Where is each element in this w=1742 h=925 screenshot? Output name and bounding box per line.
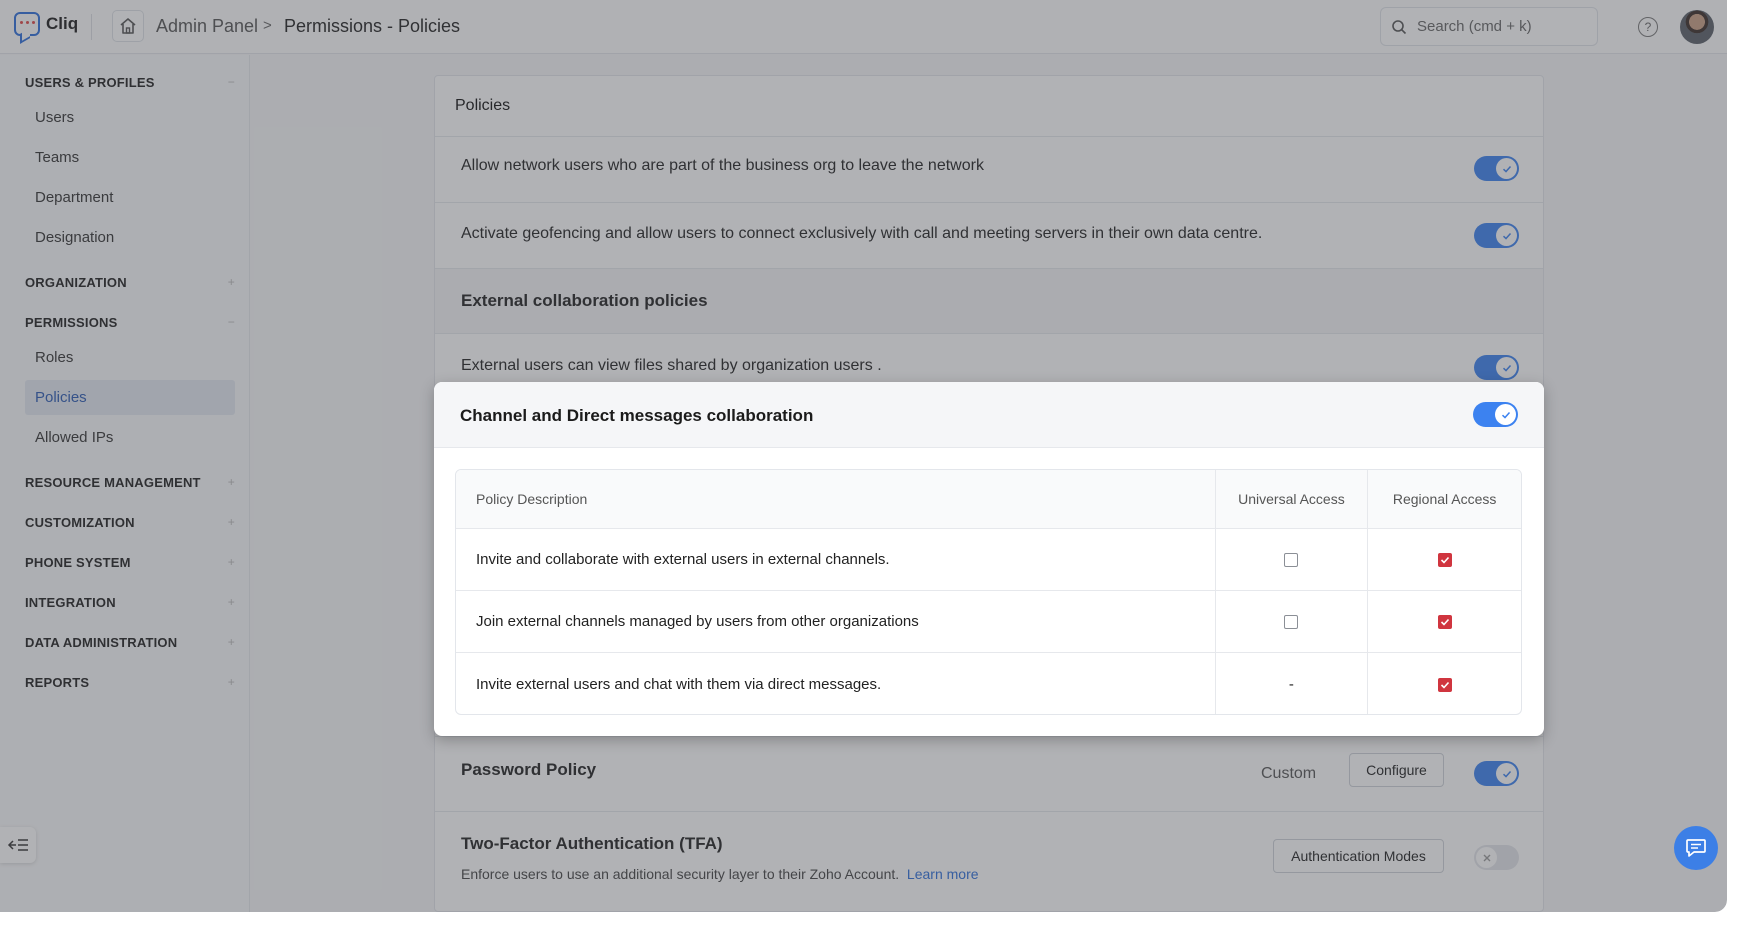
table-row xyxy=(456,528,1521,590)
universal-access-checkbox[interactable] xyxy=(1284,615,1298,629)
universal-access-checkbox[interactable] xyxy=(1284,553,1298,567)
sidebar-section-users-profiles[interactable]: USERS & PROFILES − xyxy=(25,75,235,90)
table-row xyxy=(456,590,1521,652)
tfa-label: Two-Factor Authentication (TFA) xyxy=(461,834,723,853)
expand-icon: + xyxy=(227,475,235,489)
table-header-row xyxy=(456,470,1521,528)
learn-more-link[interactable]: Learn more xyxy=(906,866,979,882)
expand-icon: + xyxy=(227,595,235,609)
modal-title: Channel and Direct messages collaboration xyxy=(460,406,814,425)
policy-table xyxy=(455,469,1522,715)
breadcrumb-admin-panel[interactable]: Admin Panel xyxy=(156,16,259,36)
sidebar-section-customization[interactable]: CUSTOMIZATION + xyxy=(25,515,235,530)
policy-label: Allow network users who are part of the business org to leave the network xyxy=(461,157,984,174)
regional-access-checkbox[interactable] xyxy=(1438,553,1452,567)
sidebar-item-users[interactable]: Users xyxy=(35,109,75,126)
breadcrumb-current: Permissions - Policies xyxy=(284,16,461,36)
sidebar-item-allowed-ips[interactable]: Allowed IPs xyxy=(35,429,114,446)
table-row xyxy=(456,652,1521,715)
sidebar-item-designation[interactable]: Designation xyxy=(35,229,115,246)
breadcrumb-separator: > xyxy=(263,17,272,34)
check-icon xyxy=(1440,617,1450,627)
toggle-channel-dm-collaboration[interactable] xyxy=(1473,402,1518,427)
sidebar-section-permissions[interactable]: PERMISSIONS − xyxy=(25,315,235,330)
password-policy-status: Custom xyxy=(1261,765,1317,782)
policy-label: Activate geofencing and allow users to connect exclusively with call and meeting servers in their own data centre. xyxy=(461,225,1263,242)
expand-icon: + xyxy=(227,555,235,569)
sidebar-section-organization[interactable]: ORGANIZATION + xyxy=(25,275,235,290)
column-header-universal: Universal Access xyxy=(1216,470,1369,528)
collaboration-modal xyxy=(434,382,1544,736)
sidebar-item-department[interactable]: Department xyxy=(35,189,114,206)
sidebar-section-integration[interactable]: INTEGRATION + xyxy=(25,595,235,610)
policy-description: Invite external users and chat with them via direct messages. xyxy=(456,653,1216,715)
sidebar-section-data-administration[interactable]: DATA ADMINISTRATION + xyxy=(25,635,235,650)
expand-icon: + xyxy=(227,675,235,689)
app-name: Cliq xyxy=(46,14,79,33)
password-policy-label: Password Policy xyxy=(461,760,597,779)
panel-title: Policies xyxy=(455,97,511,114)
sidebar-item-roles[interactable]: Roles xyxy=(35,349,74,366)
configure-button[interactable]: Configure xyxy=(1349,753,1444,787)
check-icon xyxy=(1440,680,1450,690)
tfa-description: Enforce users to use an additional security layer to their Zoho Account. Learn more xyxy=(461,866,979,882)
help-icon[interactable]: ? xyxy=(1638,17,1658,37)
chat-icon xyxy=(1685,838,1707,858)
universal-access-na: - xyxy=(1216,653,1369,715)
page-edge-right xyxy=(1727,0,1742,925)
sidebar-item-teams[interactable]: Teams xyxy=(35,149,80,166)
column-header-regional: Regional Access xyxy=(1392,491,1497,507)
check-icon xyxy=(1440,555,1450,565)
sidebar-item-policies[interactable]: Policies xyxy=(25,380,235,415)
collapse-icon: − xyxy=(227,315,235,329)
check-icon xyxy=(1501,410,1511,420)
regional-access-checkbox[interactable] xyxy=(1438,678,1452,692)
sidebar-section-reports[interactable]: REPORTS + xyxy=(25,675,235,690)
chat-support-button[interactable] xyxy=(1674,826,1718,870)
sidebar-section-phone-system[interactable]: PHONE SYSTEM + xyxy=(25,555,235,570)
expand-icon: + xyxy=(227,275,235,289)
sidebar-section-resource-management[interactable]: RESOURCE MANAGEMENT + xyxy=(25,475,235,490)
authentication-modes-button[interactable]: Authentication Modes xyxy=(1273,839,1444,873)
policy-description: Invite and collaborate with external users in external channels. xyxy=(456,529,1216,590)
page-edge-bottom xyxy=(0,912,1742,925)
expand-icon: + xyxy=(227,515,235,529)
modal-header xyxy=(434,382,1544,448)
column-header-description: Policy Description xyxy=(456,470,1216,528)
section-heading: External collaboration policies xyxy=(461,291,708,310)
regional-access-checkbox[interactable] xyxy=(1438,615,1452,629)
expand-icon: + xyxy=(227,635,235,649)
policy-description: Join external channels managed by users from other organizations xyxy=(456,591,1216,652)
collapse-icon: − xyxy=(227,75,235,89)
policy-label: External users can view files shared by organization users . xyxy=(461,357,882,374)
